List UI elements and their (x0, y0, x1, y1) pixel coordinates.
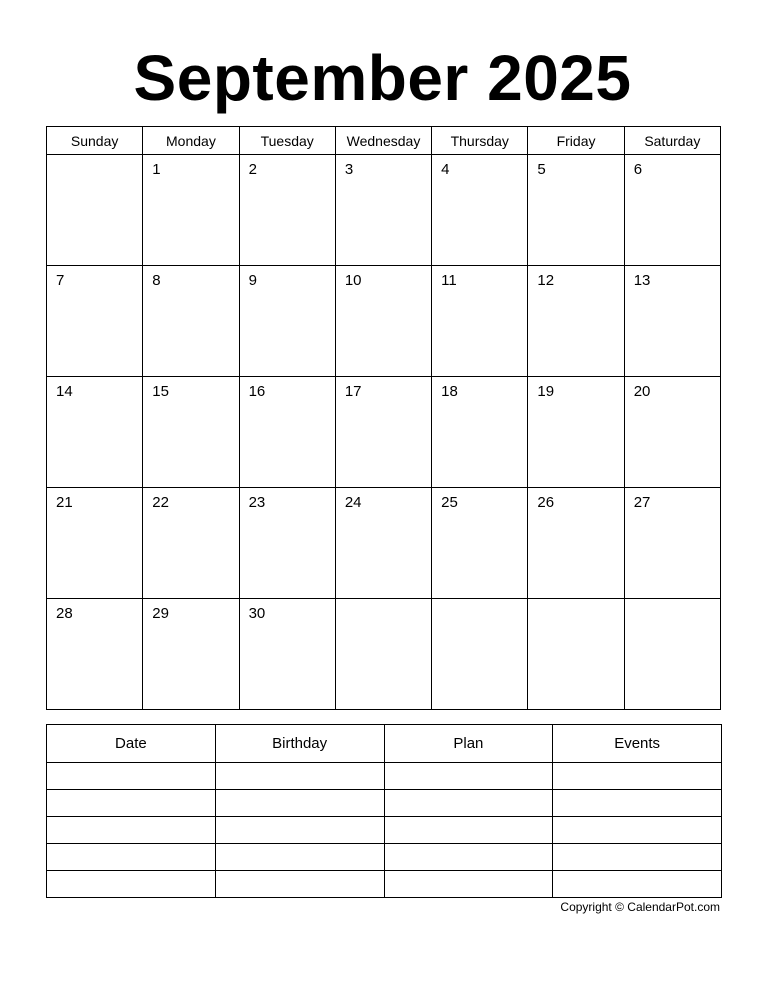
notes-row (47, 763, 722, 790)
notes-cell (553, 844, 722, 871)
day-number: 23 (248, 494, 266, 511)
day-number: 19 (537, 383, 555, 400)
day-number: 15 (152, 383, 169, 400)
notes-cell (47, 790, 216, 817)
day-number: 17 (344, 383, 362, 400)
notes-cell (47, 844, 216, 871)
day-cell (624, 155, 720, 266)
day-cell (528, 155, 624, 266)
weekday-header: Thursday (432, 127, 528, 155)
calendar-week-row (47, 599, 721, 710)
weekday-header: Tuesday (239, 127, 335, 155)
day-number: 4 (441, 161, 450, 178)
day-cell (143, 155, 239, 266)
day-cell (239, 266, 335, 377)
notes-cell (553, 790, 722, 817)
notes-cell (47, 763, 216, 790)
notes-cell (215, 763, 384, 790)
notes-row (47, 790, 722, 817)
day-cell (239, 599, 335, 710)
day-cell (432, 488, 528, 599)
calendar-week-row (47, 266, 721, 377)
day-cell (47, 266, 143, 377)
day-cell (624, 266, 720, 377)
day-cell (143, 488, 239, 599)
day-cell (239, 488, 335, 599)
day-cell (47, 155, 143, 266)
notes-row (47, 844, 722, 871)
day-cell (528, 266, 624, 377)
day-number (336, 599, 431, 605)
day-cell (335, 377, 431, 488)
notes-cell (384, 763, 553, 790)
day-number: 24 (344, 494, 362, 511)
day-number: 20 (633, 383, 651, 400)
notes-cell (553, 817, 722, 844)
day-number: 14 (56, 383, 73, 400)
notes-header-events: Events (553, 725, 722, 763)
day-number: 25 (441, 494, 458, 511)
notes-cell (215, 817, 384, 844)
notes-table (46, 724, 722, 898)
notes-cell (47, 871, 216, 898)
day-number: 13 (633, 272, 651, 289)
day-cell (432, 599, 528, 710)
notes-row (47, 871, 722, 898)
day-cell (335, 155, 431, 266)
notes-header-date: Date (47, 725, 216, 763)
day-number (528, 599, 623, 605)
day-number: 16 (248, 383, 266, 400)
day-cell (432, 266, 528, 377)
day-number: 3 (344, 161, 354, 178)
notes-cell (215, 790, 384, 817)
day-cell (143, 599, 239, 710)
day-number: 6 (633, 161, 643, 178)
notes-cell (384, 817, 553, 844)
day-number: 9 (248, 272, 257, 289)
month-calendar-grid (46, 126, 721, 710)
weekday-header: Saturday (624, 127, 720, 155)
day-number: 10 (344, 272, 362, 289)
day-number: 30 (248, 605, 266, 622)
copyright-text: Copyright © CalendarPot.com (560, 900, 720, 914)
notes-cell (47, 817, 216, 844)
day-number: 2 (248, 161, 257, 178)
day-number: 8 (152, 272, 161, 289)
day-cell (528, 377, 624, 488)
notes-cell (215, 871, 384, 898)
day-number: 5 (537, 161, 546, 178)
day-cell (143, 266, 239, 377)
day-number: 11 (441, 272, 457, 289)
day-cell (47, 488, 143, 599)
calendar-week-row (47, 377, 721, 488)
day-number: 12 (537, 272, 555, 289)
day-cell (335, 488, 431, 599)
notes-cell (384, 790, 553, 817)
day-cell (143, 377, 239, 488)
weekday-header: Monday (143, 127, 239, 155)
day-cell (47, 377, 143, 488)
notes-cell (384, 844, 553, 871)
day-number: 26 (537, 494, 555, 511)
day-cell (432, 377, 528, 488)
notes-header-birthday: Birthday (215, 725, 384, 763)
day-cell (624, 488, 720, 599)
day-cell (624, 599, 720, 710)
day-number: 22 (152, 494, 169, 511)
day-cell (528, 488, 624, 599)
day-number (625, 599, 720, 605)
day-number: 1 (152, 161, 161, 178)
notes-cell (553, 871, 722, 898)
day-number: 7 (56, 272, 65, 289)
day-cell (239, 155, 335, 266)
notes-cell (215, 844, 384, 871)
notes-header-plan: Plan (384, 725, 553, 763)
day-number: 27 (633, 494, 651, 511)
day-number: 28 (56, 605, 73, 622)
day-cell (335, 599, 431, 710)
notes-row (47, 817, 722, 844)
day-number: 21 (56, 494, 73, 511)
weekday-header: Sunday (47, 127, 143, 155)
notes-cell (384, 871, 553, 898)
day-number: 29 (152, 605, 169, 622)
calendar-week-row (47, 155, 721, 266)
day-cell (528, 599, 624, 710)
notes-cell (553, 763, 722, 790)
day-cell (239, 377, 335, 488)
weekday-header: Friday (528, 127, 624, 155)
calendar-week-row (47, 488, 721, 599)
day-number (47, 155, 142, 161)
day-cell (624, 377, 720, 488)
day-number: 18 (441, 383, 458, 400)
notes-header-row (47, 725, 722, 763)
day-cell (47, 599, 143, 710)
weekday-header-row (47, 127, 721, 155)
day-number (432, 599, 527, 605)
weekday-header: Wednesday (335, 127, 431, 155)
page-title: September 2025 (133, 42, 632, 114)
day-cell (432, 155, 528, 266)
day-cell (335, 266, 431, 377)
